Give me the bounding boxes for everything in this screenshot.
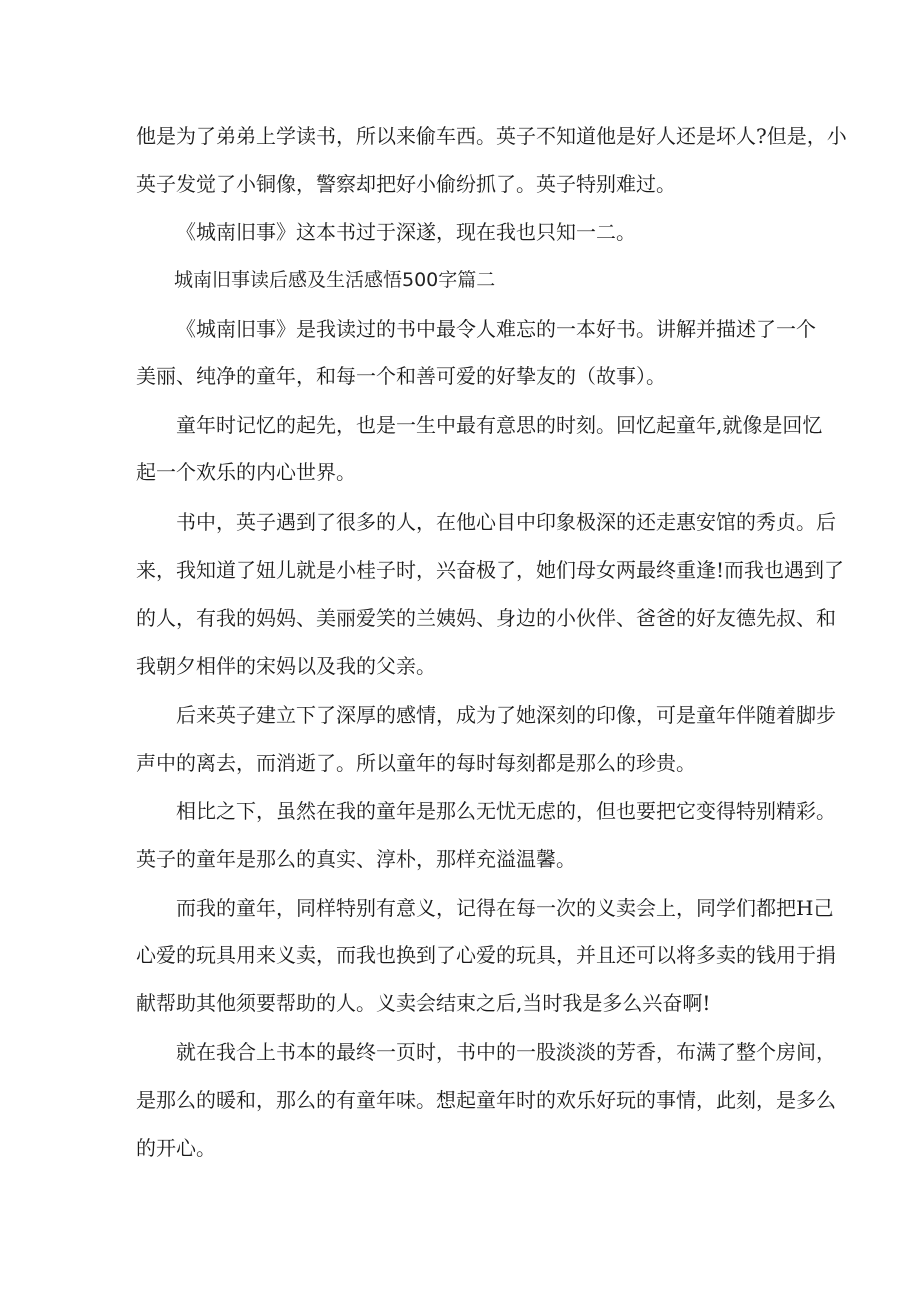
text-line: 他是为了弟弟上学读书，所以来偷车西。英子不知道他是好人还是坏人?但是，小: [136, 124, 847, 148]
text-line: 童年时记忆的起先，也是一生中最有意思的时刻。回忆起童年,就像是回忆: [176, 413, 823, 437]
section-heading: 城南旧事读后感及生活感悟500字篇二: [174, 269, 496, 291]
text-line: 英子发觉了小铜像，警察却把好小偷纷抓了。英子特别难过。: [136, 172, 676, 196]
text-line: 书中，英子遇到了很多的人，在他心目中印象极深的还走惠安馆的秀贞。后: [176, 510, 836, 534]
text-line: 的人，有我的妈妈、美丽爱笑的兰姨妈、身边的小伙伴、爸爸的好友德先叔、和: [136, 606, 836, 630]
text-line: 的开心。: [136, 1136, 216, 1160]
text-line: 英子的童年是那么的真实、淳朴，那样充溢温馨。: [136, 847, 576, 871]
text-line: 《城南旧事》是我读过的书中最令人难忘的一本好书。讲解并描述了一个: [176, 317, 816, 341]
text-line: 是那么的暖和，那么的有童年味。想起童年时的欢乐好玩的事情，此刻，是多么: [136, 1088, 836, 1112]
text-line: 后来英子建立下了深厚的感情，成为了她深刻的印像，可是童年伴随着脚步: [176, 703, 836, 727]
text-line: 来，我知道了妞儿就是小桂子时，兴奋极了，她们母女两最终重逢!而我也遇到了: [136, 558, 845, 582]
text-line: 相比之下，虽然在我的童年是那么无忧无虑的，但也要把它变得特别精彩。: [176, 799, 836, 823]
text-line: 美丽、纯净的童年，和每一个和善可爱的好挚友的（故事）。: [136, 364, 666, 388]
text-line: 献帮助其他须要帮助的人。义卖会结束之后,当时我是多么兴奋啊!: [136, 991, 711, 1015]
text-line: 声中的离去，而消逝了。所以童年的每时每刻都是那么的珍贵。: [136, 751, 696, 775]
text-line: 心爱的玩具用来义卖，而我也换到了心爱的玩具，并且还可以将多卖的钱用于捐: [136, 943, 836, 967]
text-line: 起一个欢乐的内心世界。: [136, 460, 356, 484]
text-line: 我朝夕相伴的宋妈以及我的父亲。: [136, 654, 436, 678]
text-line: 而我的童年，同样特别有意义，记得在每一次的义卖会上，同学们都把H己: [176, 896, 834, 920]
text-line: 《城南旧事》这本书过于深遂，现在我也只知一二。: [176, 220, 636, 244]
text-line: 就在我合上书本的最终一页时，书中的一股淡淡的芳香，布满了整个房间，: [176, 1040, 836, 1064]
